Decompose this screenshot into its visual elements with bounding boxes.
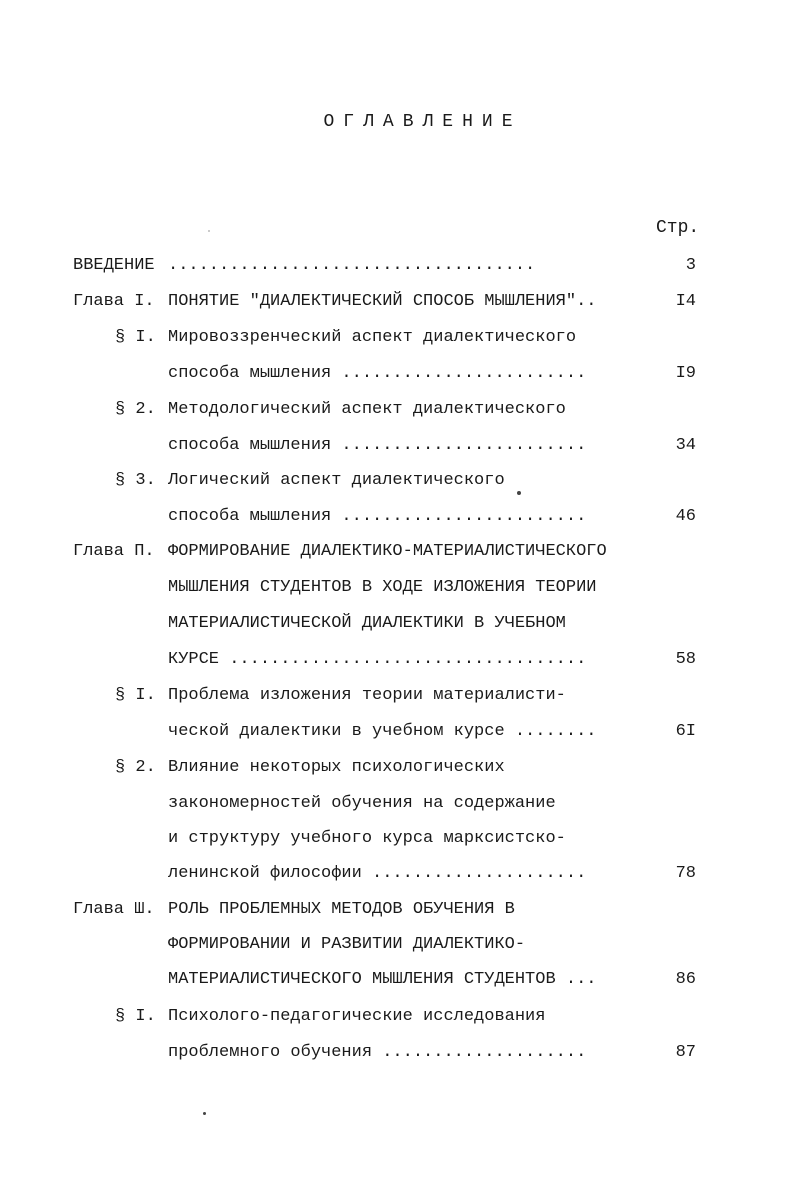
toc-entry-line: ФОРМИРОВАНИИ И РАЗВИТИИ ДИАЛЕКТИКО- [168, 935, 526, 954]
toc-entry-line: ленинской философии ..................... [168, 864, 587, 883]
toc-entry-label: § I. [115, 686, 156, 705]
toc-entry-page: 34 [675, 436, 696, 455]
toc-entry-page: I4 [675, 292, 696, 311]
toc-entry-label: Глава Ш. [73, 900, 155, 919]
toc-entry-label: § 2. [115, 758, 156, 777]
toc-entry-page: I9 [675, 364, 696, 383]
scan-speck [203, 1112, 206, 1115]
toc-entry-page: 6I [675, 722, 696, 741]
toc-entry-page: 86 [675, 970, 696, 989]
toc-entry-page: 3 [685, 256, 696, 275]
toc-entry-line: МАТЕРИАЛИСТИЧЕСКОГО МЫШЛЕНИЯ СТУДЕНТОВ ... [168, 970, 597, 989]
toc-entry-line: Методологический аспект диалектического [168, 400, 566, 419]
toc-entry-line: закономерностей обучения на содержание [168, 794, 556, 813]
page-title: ОГЛАВЛЕНИЕ [323, 112, 522, 132]
toc-entry-line: МЫШЛЕНИЯ СТУДЕНТОВ В ХОДЕ ИЗЛОЖЕНИЯ ТЕОРИИ [168, 578, 597, 597]
toc-entry-page: 58 [675, 650, 696, 669]
toc-entry-line: КУРСЕ ................................... [168, 650, 587, 669]
toc-entry-label: § I. [115, 1007, 156, 1026]
toc-entry-label: § 3. [115, 471, 156, 490]
toc-entry-text: ПОНЯТИЕ "ДИАЛЕКТИЧЕСКИЙ СПОСОБ МЫШЛЕНИЯ".. [168, 292, 597, 311]
toc-entry-text: .................................... [168, 256, 536, 275]
toc-entry-line: способа мышления ........................ [168, 436, 587, 455]
toc-entry-line: Проблема изложения теории материалисти- [168, 686, 566, 705]
toc-entry-line: Влияние некоторых психологических [168, 758, 505, 777]
toc-entry-label: Глава П. [73, 542, 155, 561]
scan-speck [517, 491, 521, 495]
toc-entry-label: § I. [115, 328, 156, 347]
toc-entry-line: проблемного обучения .................... [168, 1043, 587, 1062]
toc-entry-line: Психолого-педагогические исследования [168, 1007, 546, 1026]
page-column-header: Стр. [656, 218, 700, 238]
toc-entry-line: и структуру учебного курса марксистско- [168, 829, 566, 848]
toc-entry-line: способа мышления ........................ [168, 364, 587, 383]
toc-entry-label: Глава I. [73, 292, 155, 311]
toc-entry-line: РОЛЬ ПРОБЛЕМНЫХ МЕТОДОВ ОБУЧЕНИЯ В [168, 900, 515, 919]
toc-entry-page: 78 [675, 864, 696, 883]
toc-entry-line: МАТЕРИАЛИСТИЧЕСКОЙ ДИАЛЕКТИКИ В УЧЕБНОМ [168, 614, 566, 633]
toc-entry-line: ческой диалектики в учебном курсе ........ [168, 722, 597, 741]
toc-entry-label: § 2. [115, 400, 156, 419]
toc-entry-line: Логический аспект диалектического [168, 471, 505, 490]
toc-entry-line: ФОРМИРОВАНИЕ ДИАЛЕКТИКО-МАТЕРИАЛИСТИЧЕСКОГО [168, 542, 607, 561]
toc-entry-page: 87 [675, 1043, 696, 1062]
toc-entry-line: Мировоззренческий аспект диалектического [168, 328, 577, 347]
toc-entry-page: 46 [675, 507, 696, 526]
toc-entry-line: способа мышления ........................ [168, 507, 587, 526]
toc-entry-label: ВВЕДЕНИЕ [73, 256, 155, 275]
scan-speck [208, 230, 210, 232]
